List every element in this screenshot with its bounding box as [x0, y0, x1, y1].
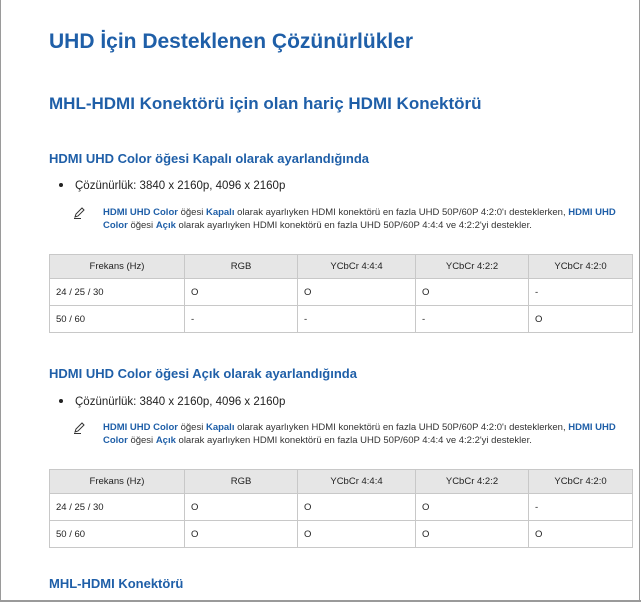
table-cell: -: [416, 306, 529, 333]
resolution-text: Çözünürlük: 3840 x 2160p, 4096 x 2160p: [75, 396, 286, 408]
table-cell: O: [416, 494, 529, 521]
table-header-cell: YCbCr 4:4:4: [298, 470, 416, 494]
pencil-note-icon: [73, 207, 85, 219]
note-keyword: HDMI UHD Color: [103, 207, 178, 218]
note-fragment: öğesi: [127, 220, 156, 231]
resolution-bullet: [59, 396, 285, 408]
table-header-cell: YCbCr 4:2:0: [529, 255, 633, 279]
resolution-table: [49, 254, 633, 333]
table-header-cell: YCbCr 4:2:2: [416, 255, 529, 279]
note-keyword: Açık: [155, 435, 176, 446]
table-cell: -: [185, 306, 298, 333]
table-cell: O: [185, 521, 298, 548]
resolution-table: [49, 469, 633, 548]
table-row: [50, 494, 633, 521]
note-text: [79, 421, 631, 447]
note-keyword: Kapalı: [205, 207, 235, 218]
table-cell: -: [529, 279, 633, 306]
note-keyword: Kapalı: [205, 422, 235, 433]
bullet-dot-icon: [59, 399, 63, 403]
note-fragment: olarak ayarlıyken HDMI konektörü en fazla UHD 50P/60P 4:4:4 ve 4:2:2'yi destekler.: [175, 220, 532, 231]
table-cell: O: [529, 521, 633, 548]
page-title: UHD İçin Desteklenen Çözünürlükler: [49, 30, 414, 53]
note-fragment: öğesi: [177, 207, 206, 218]
footer-section-heading: MHL-HDMI Konektörü: [49, 576, 184, 591]
table-cell: O: [185, 279, 298, 306]
subsection-heading-off: HDMI UHD Color öğesi Kapalı olarak ayarlandığında: [49, 151, 370, 166]
page-border-left: [0, 0, 1, 602]
table-row: [50, 306, 633, 333]
note-keyword: HDMI UHD Color: [103, 422, 178, 433]
table-header-cell: RGB: [185, 255, 298, 279]
section-title: MHL-HDMI Konektörü için olan hariç HDMI Konektörü: [49, 94, 482, 113]
subsection-heading-on: HDMI UHD Color öğesi Açık olarak ayarlandığında: [49, 366, 357, 381]
table-header-cell: Frekans (Hz): [50, 255, 185, 279]
table-cell: 24 / 25 / 30: [50, 494, 185, 521]
table-cell: O: [298, 279, 416, 306]
table-header-cell: YCbCr 4:2:0: [529, 470, 633, 494]
note-box: [79, 206, 631, 232]
table-header-cell: RGB: [185, 470, 298, 494]
table-header-row: [50, 470, 633, 494]
table-row: [50, 279, 633, 306]
resolution-bullet: [59, 180, 285, 192]
note-box: [79, 421, 631, 447]
table-cell: 50 / 60: [50, 521, 185, 548]
note-fragment: olarak ayarlıyken HDMI konektörü en fazla UHD 50P/60P 4:2:0'ı desteklerken,: [234, 207, 569, 218]
table-header-cell: YCbCr 4:2:2: [416, 470, 529, 494]
note-text: [79, 206, 631, 232]
bullet-dot-icon: [59, 183, 63, 187]
pencil-note-icon: [73, 422, 85, 434]
table-cell: O: [298, 494, 416, 521]
table-cell: -: [529, 494, 633, 521]
table-cell: O: [298, 521, 416, 548]
table-row: [50, 521, 633, 548]
table-cell: 24 / 25 / 30: [50, 279, 185, 306]
table-header-cell: YCbCr 4:4:4: [298, 255, 416, 279]
note-fragment: olarak ayarlıyken HDMI konektörü en fazla UHD 50P/60P 4:2:0'ı desteklerken,: [234, 422, 569, 433]
table-header-row: [50, 255, 633, 279]
table-header-cell: Frekans (Hz): [50, 470, 185, 494]
note-fragment: öğesi: [127, 435, 156, 446]
table-cell: -: [298, 306, 416, 333]
table-cell: O: [529, 306, 633, 333]
resolution-text: Çözünürlük: 3840 x 2160p, 4096 x 2160p: [75, 180, 286, 192]
table-cell: 50 / 60: [50, 306, 185, 333]
note-keyword: HDMI UHD Color: [103, 422, 616, 446]
note-keyword: Açık: [155, 220, 176, 231]
page-border-right: [639, 0, 640, 602]
table-cell: O: [185, 494, 298, 521]
note-fragment: öğesi: [177, 422, 206, 433]
note-fragment: olarak ayarlıyken HDMI konektörü en fazla UHD 50P/60P 4:4:4 ve 4:2:2'yi destekler.: [175, 435, 532, 446]
table-cell: O: [416, 279, 529, 306]
note-keyword: HDMI UHD Color: [103, 207, 616, 231]
table-cell: O: [416, 521, 529, 548]
